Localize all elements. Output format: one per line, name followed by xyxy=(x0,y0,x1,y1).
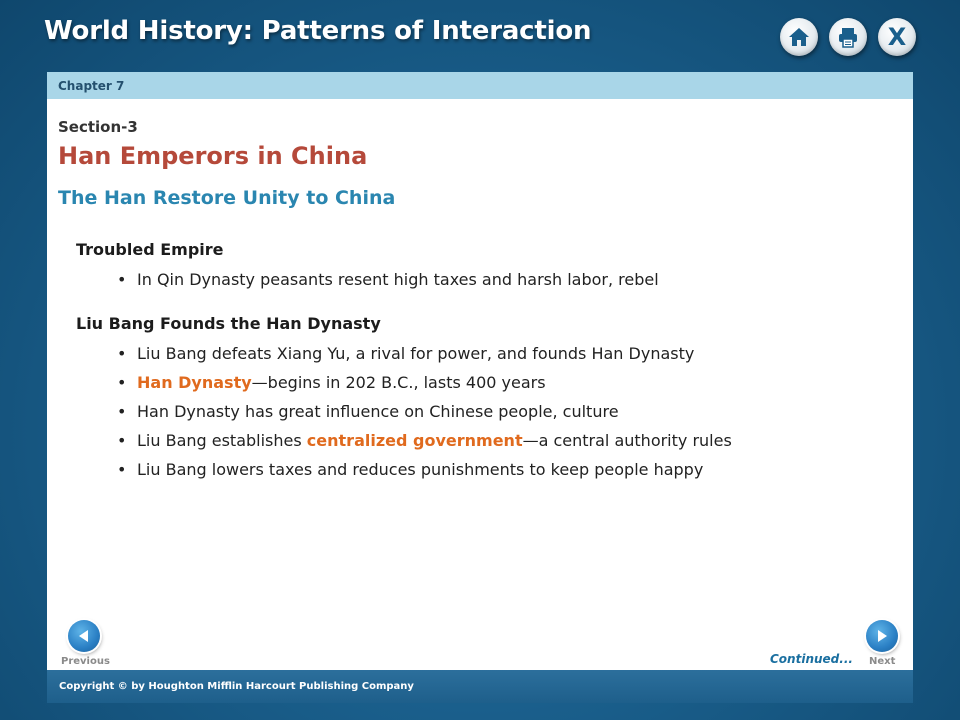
bullet-item xyxy=(117,431,732,450)
arrow-right-icon xyxy=(875,629,889,643)
home-icon xyxy=(787,26,811,48)
bullet-dot: • xyxy=(117,402,127,421)
bullet-item xyxy=(117,344,694,363)
app-title: World History: Patterns of Interaction xyxy=(44,16,592,46)
section-label: Section-3 xyxy=(58,118,138,136)
close-icon: X xyxy=(887,23,907,51)
bullet-item xyxy=(117,402,619,421)
bullet-text: Han Dynasty has great influence on Chinese people, culture xyxy=(137,402,619,421)
bullet-text: Liu Bang establishes xyxy=(137,431,307,450)
bullet-text: Liu Bang defeats Xiang Yu, a rival for power, and founds Han Dynasty xyxy=(137,344,695,363)
continued-label: Continued... xyxy=(770,652,853,666)
bullet-dot: • xyxy=(117,270,127,289)
arrow-left-icon xyxy=(77,629,91,643)
key-term: centralized government xyxy=(306,431,523,450)
chapter-bar xyxy=(47,72,913,99)
bullet-dot: • xyxy=(117,344,127,363)
bullet-text: Liu Bang lowers taxes and reduces punishments to keep people happy xyxy=(137,460,704,479)
page-title: Han Emperors in China xyxy=(58,142,368,170)
key-term: Han Dynasty xyxy=(137,373,252,392)
print-icon xyxy=(836,26,860,48)
previous-label[interactable]: Previous xyxy=(61,656,110,667)
bullet-item xyxy=(117,270,659,289)
bullet-item xyxy=(117,460,703,479)
block-heading-troubled-empire: Troubled Empire xyxy=(76,240,224,259)
next-button[interactable] xyxy=(866,620,898,652)
next-label[interactable]: Next xyxy=(869,656,896,667)
bullet-item xyxy=(117,373,546,392)
close-button[interactable] xyxy=(878,18,916,56)
previous-button[interactable] xyxy=(68,620,100,652)
copyright-text: Copyright © by Houghton Mifflin Harcourt Publishing Company xyxy=(59,681,414,692)
bullet-dot: • xyxy=(117,431,127,450)
bullet-text: —a central authority rules xyxy=(522,431,732,450)
footer-bar xyxy=(47,670,913,703)
bullet-text: —begins in 202 B.C., lasts 400 years xyxy=(251,373,546,392)
bullet-text: In Qin Dynasty peasants resent high taxes and harsh labor, rebel xyxy=(137,270,659,289)
content-panel xyxy=(47,72,913,670)
print-button[interactable] xyxy=(829,18,867,56)
bullet-dot: • xyxy=(117,373,127,392)
chapter-label: Chapter 7 xyxy=(58,78,125,93)
page-subtitle: The Han Restore Unity to China xyxy=(58,187,396,209)
bullet-dot: • xyxy=(117,460,127,479)
block-heading-liu-bang: Liu Bang Founds the Han Dynasty xyxy=(76,314,381,333)
home-button[interactable] xyxy=(780,18,818,56)
